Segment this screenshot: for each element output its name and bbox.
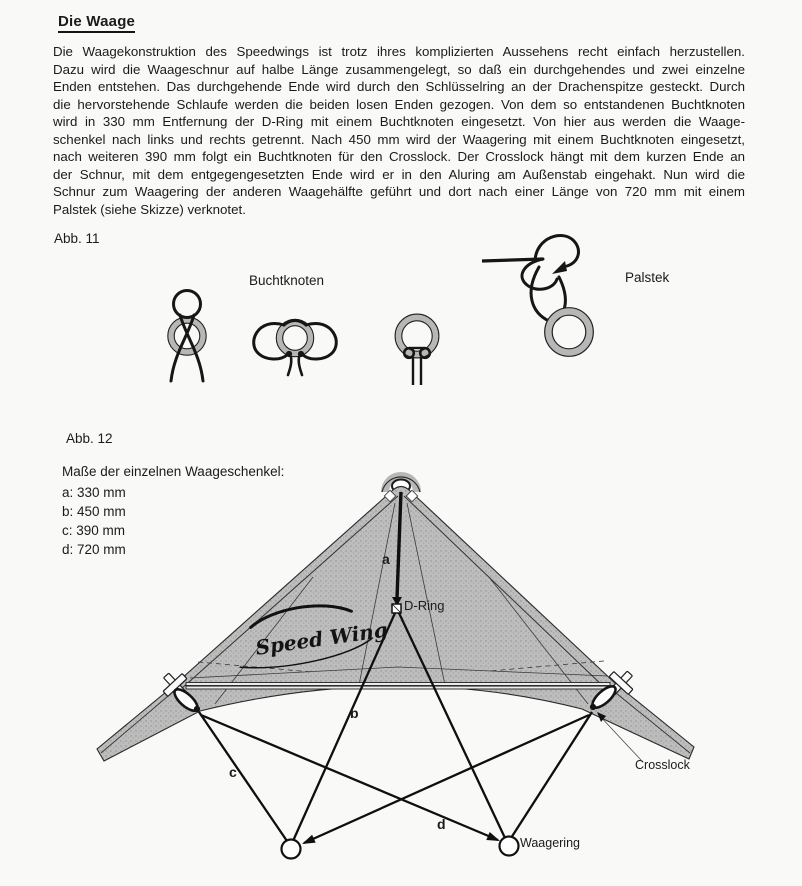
buchtknoten-step3-drawing [395,314,439,385]
waagering-label: Waagering [520,836,580,850]
intro-paragraph [53,43,745,218]
measurement-item-d: d: 720 mm [62,542,126,557]
crosslock-label: Crosslock [635,758,690,772]
paragraph-line: die hervorstehende Schlaufe werden die beiden losen Enden gezogen. Von dem so entstandenen Buchtknoten [53,96,745,112]
measurement-item-c: c: 390 mm [62,523,126,538]
buchtknoten-step2-drawing [254,319,337,375]
buchtknoten-step1-drawing [168,291,206,382]
measurements-heading: Maße der einzelnen Waageschenkel: [62,464,285,479]
paragraph-line: Dazu wird die Waageschnur auf halbe Länge zusammengelegt, so daß ein durchgehendes und zwei einzelne [53,61,745,77]
kite-bridle-diagram [60,455,802,886]
bridle-line-d-right [304,715,589,843]
bridle-line-d-left-arrow [486,832,500,841]
figure-11-knot-illustrations [130,225,710,400]
paragraph-line: wird in 330 mm Entfernung der D-Ring mit einem Buchtknoten eingesetzt. Von hier aus werden die Waage- [53,114,745,129]
kite-sail [97,487,694,762]
paragraph-line: nach weiteren 390 mm folgt ein Buchtknoten für den Crosslock. Der Crosslock hängt mit dem kurzen Ende an [53,149,745,164]
d-ring-label: D-Ring [404,598,445,613]
measurement-item-b: b: 450 mm [62,504,126,519]
paragraph-line: Palstek (siehe Skizze) verknotet. [53,201,246,217]
paragraph-line: Enden entstehen. Das durchgehende Ende wird durch den Schlüsselring an der Drachenspitze gesteckt. Durch [53,79,745,94]
bridle-line-c-left [199,712,287,841]
bridle-line-d-right-arrow [302,835,316,844]
bridle-label-c: c [229,764,237,780]
speedwing-logo-text: Speed Wing [253,617,390,660]
figure-12-label: Abb. 12 [66,431,113,446]
bridle-label-a: a [382,551,390,567]
left-waagering-glyph [282,840,301,859]
cross-spar [186,683,610,690]
measurement-item-a: a: 330 mm [62,485,126,500]
palstek-caption: Palstek [625,270,670,285]
bridle-line-d-left [201,715,498,840]
figure-11-label: Abb. 11 [54,231,100,246]
bridle-label-d: d [437,816,446,832]
page-title: Die Waage [58,13,135,33]
rope-direction-arrow [552,261,567,274]
paragraph-line: der Schnur, mit dem entgegengesetzten Ende wird er in den Aluring am Außenstab eingehakt. Nun wird die [53,166,745,182]
d-ring-glyph [392,604,401,613]
right-waagering-glyph [500,837,519,856]
palstek-drawing [482,235,593,356]
paragraph-line: Schnur zum Waagering der anderen Waagehälfte geführt und dort nach einer Länge von 720 mm mit einem [53,184,745,199]
buchtknoten-caption: Buchtknoten [249,273,325,288]
bridle-label-b: b [350,705,359,721]
paragraph-line: schenkel nach links und rechts getrennt. Nach 450 mm wird der Waagering mit einem Buchtknoten eingesetzt, [53,131,745,147]
paragraph-line: Die Waagekonstruktion des Speedwings ist trotz ihres komplizierten Aussehens recht einfach herzustellen. [53,44,745,59]
